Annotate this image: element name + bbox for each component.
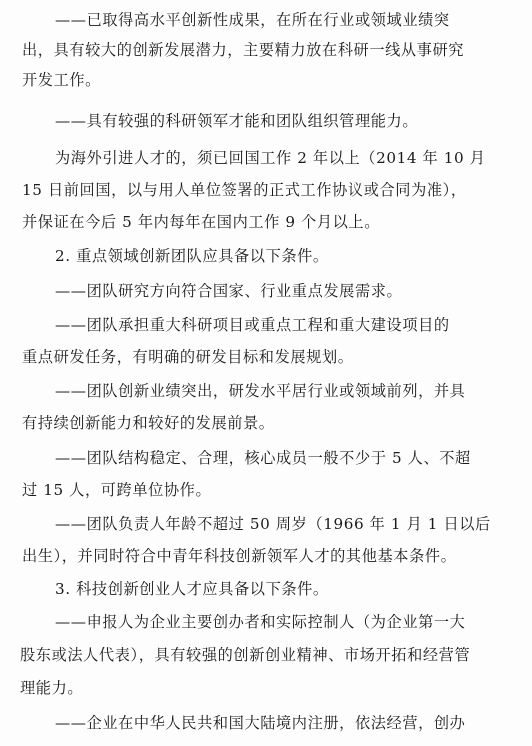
text-line: 出生），并同时符合中青年科技创新领军人才的其他基本条件。 — [22, 547, 457, 565]
text-line: ——团队研究方向符合国家、行业重点发展需求。 — [55, 282, 403, 300]
text-line: 并保证在今后 5 年内每年在国内工作 9 个月以上。 — [22, 213, 380, 231]
text-line: ——申报人为企业主要创办者和实际控制人（为企业第一大 — [55, 613, 466, 631]
text-line: 重点研发任务，有明确的研发目标和发展规划。 — [22, 348, 354, 366]
text-line: 有持续创新能力和较好的发展前景。 — [22, 414, 275, 432]
text-line: ——具有较强的科研领军才能和团队组织管理能力。 — [55, 112, 419, 130]
text-line: 股东或法人代表），具有较强的创新创业精神、市场开拓和经营管 — [20, 646, 471, 664]
text-line: 理能力。 — [20, 679, 84, 697]
text-line: 出，具有较大的创新发展潜力，主要精力放在科研一线从事研究 — [22, 41, 465, 59]
section-heading: 2. 重点领域创新团队应具备以下条件。 — [55, 247, 329, 265]
text-line: ——企业在中华人民共和国大陆境内注册，依法经营，创办 — [55, 714, 466, 732]
text-line: ——团队负责人年龄不超过 50 周岁（1966 年 1 月 1 日以后 — [55, 515, 491, 533]
section-heading: 3. 科技创新创业人才应具备以下条件。 — [55, 580, 329, 598]
text-line: ——团队承担重大科研项目或重点工程和重大建设项目的 — [55, 316, 450, 334]
text-line: ——团队创新业绩突出，研发水平居行业或领域前列，并具 — [55, 382, 466, 400]
text-line: 过 15 人，可跨单位协作。 — [22, 481, 212, 499]
text-line: ——团队结构稳定、合理，核心成员一般不少于 5 人、不超 — [55, 449, 471, 467]
text-line: 开发工作。 — [22, 71, 101, 89]
text-line: 为海外引进人才的，须已回国工作 2 年以上（2014 年 10 月 — [55, 149, 486, 167]
text-line: 15 日前回国，以与用人单位签署的正式工作协议或合同为准）， — [22, 181, 467, 199]
text-line: ——已取得高水平创新性成果，在所在行业或领域业绩突 — [55, 11, 450, 29]
